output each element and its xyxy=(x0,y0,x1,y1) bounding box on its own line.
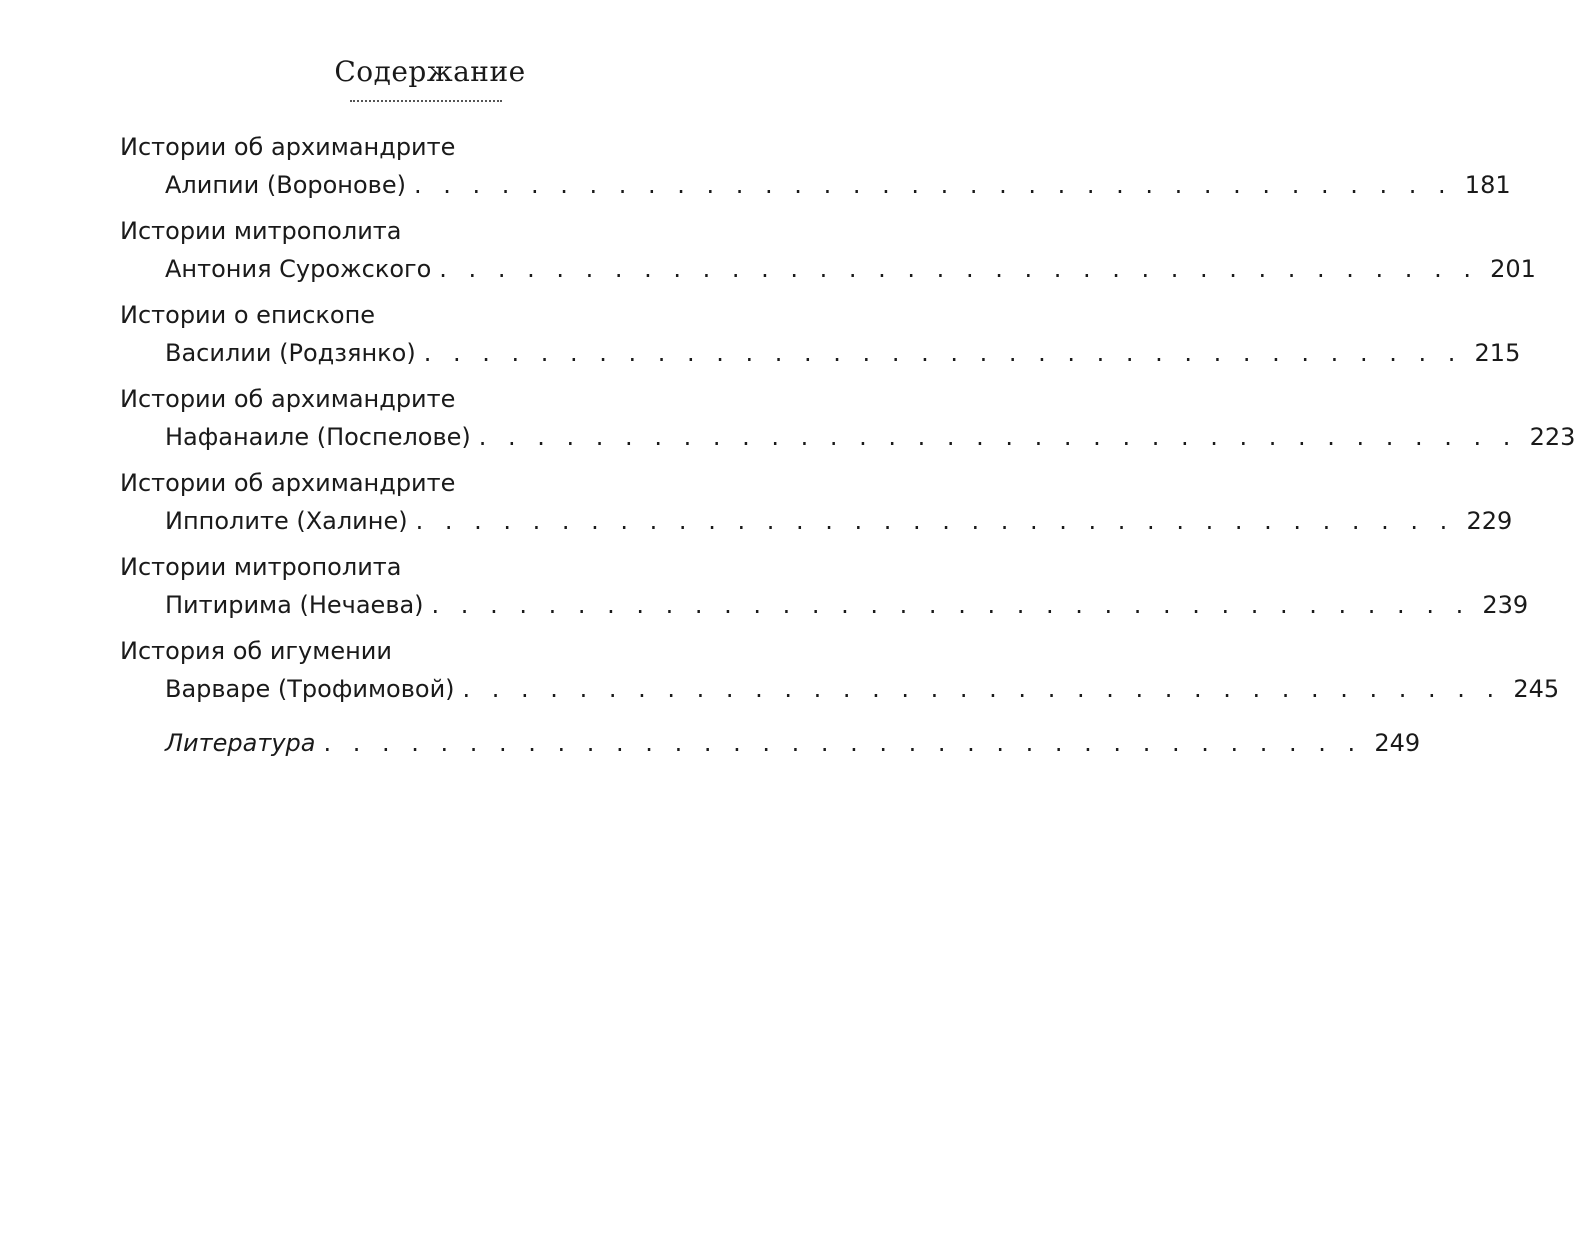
page-number: 239 xyxy=(1482,591,1529,619)
toc-entry-line xyxy=(120,502,1513,540)
toc-entry[interactable] xyxy=(120,380,1575,456)
toc-entry[interactable] xyxy=(120,548,1529,624)
page-number: 215 xyxy=(1474,339,1521,367)
toc-entry-line xyxy=(120,166,1511,204)
page-title: Содержание xyxy=(334,55,526,88)
page-number: 181 xyxy=(1464,171,1511,199)
toc-entry-line xyxy=(120,334,1521,372)
toc-entry-line xyxy=(120,418,1575,456)
toc-entry[interactable] xyxy=(120,296,1521,372)
dot-leader: . . . . . . . . . . . . . . . . . . . . . . . . . . . . . . . . . . . . xyxy=(478,423,1518,451)
toc-entry-subtitle: Василии (Родзянко) xyxy=(165,339,416,367)
toc-entry-line xyxy=(120,586,1529,624)
dot-leader: . . . . . . . . . . . . . . . . . . . . . . . . . . . . . . . . . . . . xyxy=(439,255,1478,283)
page-number: 245 xyxy=(1513,675,1560,703)
toc-entry[interactable] xyxy=(120,632,1560,708)
page-number: 249 xyxy=(1374,729,1421,757)
toc-entry-heading: Истории об архимандрите xyxy=(120,385,456,413)
dot-leader: . . . . . . . . . . . . . . . . . . . . . . . . . . . . . . . . . . . . xyxy=(431,591,1471,619)
page-number: 201 xyxy=(1490,255,1536,283)
toc-entry-subtitle: Литература xyxy=(165,729,316,757)
toc-entry[interactable] xyxy=(120,128,1511,204)
toc-entry[interactable] xyxy=(120,464,1513,540)
toc-entry-subtitle: Варваре (Трофимовой) xyxy=(165,675,455,703)
toc-entry-line xyxy=(120,724,1421,762)
page-number: 229 xyxy=(1466,507,1513,535)
page-number: 223 xyxy=(1529,423,1575,451)
toc-entry-line xyxy=(120,250,1536,288)
dot-leader: . . . . . . . . . . . . . . . . . . . . . . . . . . . . . . . . . . . . xyxy=(462,675,1502,703)
toc-entry-heading: Истории митрополита xyxy=(120,553,402,581)
toc-entry-subtitle: Алипии (Воронове) xyxy=(165,171,406,199)
toc-entry-heading: История об игумении xyxy=(120,637,392,665)
toc-entry-heading: Истории об архимандрите xyxy=(120,133,456,161)
title-dotted-rule xyxy=(350,100,502,102)
toc-entry-subtitle: Ипполите (Халине) xyxy=(165,507,408,535)
table-of-contents xyxy=(120,128,1575,770)
toc-entry-line xyxy=(120,670,1560,708)
toc-entry-heading: Истории о епископе xyxy=(120,301,376,329)
toc-entry-heading: Истории об архимандрите xyxy=(120,469,456,497)
toc-entry-subtitle: Питирима (Нечаева) xyxy=(165,591,424,619)
toc-entry-literature[interactable] xyxy=(120,724,1421,762)
toc-entry[interactable] xyxy=(120,212,1536,288)
toc-entry-heading: Истории митрополита xyxy=(120,217,402,245)
toc-entry-subtitle: Антония Сурожского xyxy=(165,255,432,283)
dot-leader: . . . . . . . . . . . . . . . . . . . . . . . . . . . . . . . . . . . . xyxy=(423,339,1463,367)
dot-leader: . . . . . . . . . . . . . . . . . . . . . . . . . . . . . . . . . . . . xyxy=(415,507,1455,535)
dot-leader: . . . . . . . . . . . . . . . . . . . . . . . . . . . . . . . . . . . . xyxy=(413,171,1453,199)
dot-leader: . . . . . . . . . . . . . . . . . . . . . . . . . . . . . . . . . . . . xyxy=(323,729,1363,757)
toc-entry-subtitle: Нафанаиле (Поспелове) xyxy=(165,423,471,451)
